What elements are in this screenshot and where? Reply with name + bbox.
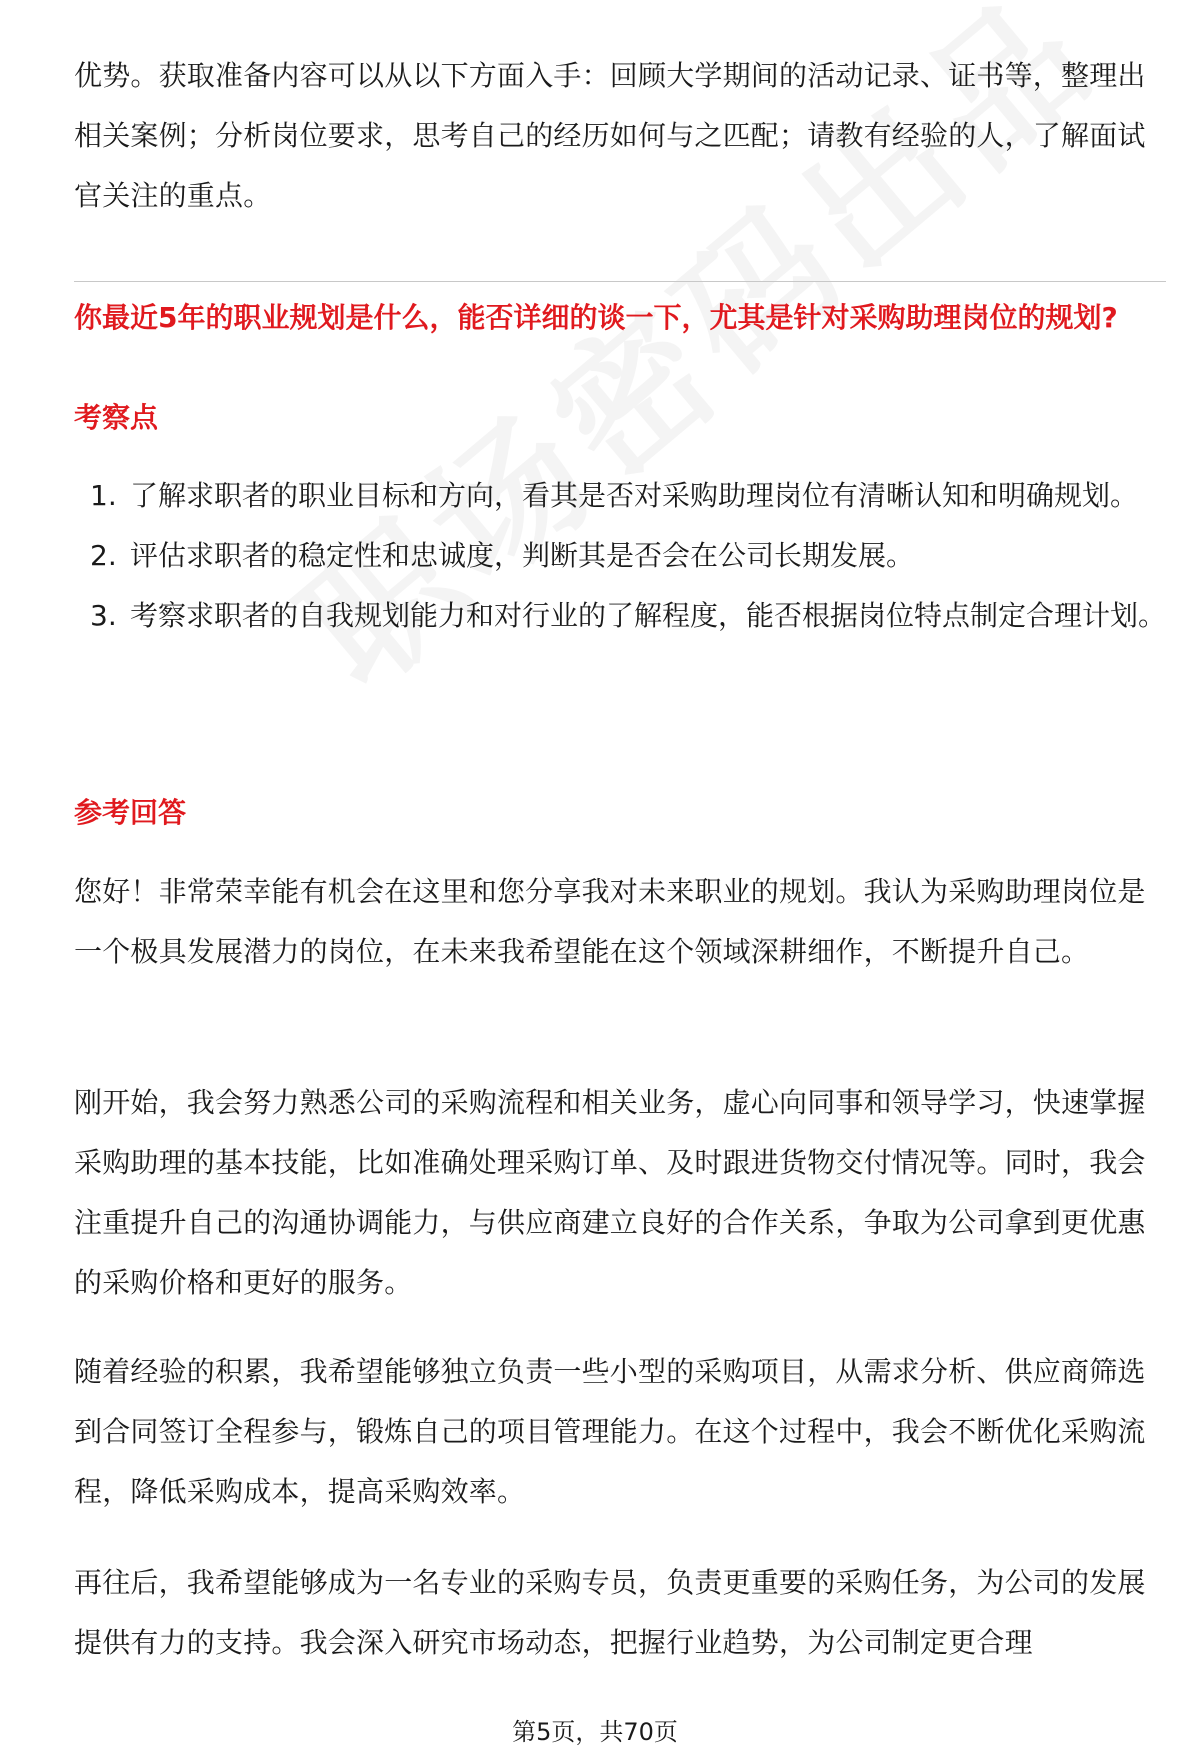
list-item (74, 526, 1166, 586)
list-item (74, 466, 1166, 526)
list-item-number: 3. (90, 599, 117, 632)
list-item (74, 586, 1166, 646)
page-number-footer: 第5页，共70页 (512, 1718, 678, 1746)
question-heading: 你最近5年的职业规划是什么，能否详细的谈一下，尤其是针对采购助理岗位的规划? (74, 301, 1118, 334)
section-divider (74, 281, 1166, 282)
list-item-text: 评估求职者的稳定性和忠诚度，判断其是否会在公司长期发展。 (130, 539, 915, 572)
list-item-text: 考察求职者的自我规划能力和对行业的了解程度，能否根据岗位特点制定合理计划。 (130, 599, 1167, 632)
answer-paragraph: 刚开始，我会努力熟悉公司的采购流程和相关业务，虚心向同事和领导学习，快速掌握采购助理的基本技能，比如准确处理采购订单、及时跟进货物交付情况等。同时，我会注重提升自己的沟通协调能力，与供应商建立良好的合作关系，争取为公司拿到更优惠的采购价格和更好的服务。 (74, 1086, 1146, 1299)
list-item-number: 2. (90, 539, 117, 572)
answer-paragraph: 随着经验的积累，我希望能够独立负责一些小型的采购项目，从需求分析、供应商筛选到合同签订全程参与，锻炼自己的项目管理能力。在这个过程中，我会不断优化采购流程，降低采购成本，提高采购效率。 (74, 1355, 1146, 1508)
answer-section-title: 参考回答 (74, 796, 187, 829)
list-item-number: 1. (90, 479, 117, 512)
intro-paragraph: 优势。获取准备内容可以从以下方面入手：回顾大学期间的活动记录、证书等，整理出相关案例；分析岗位要求，思考自己的经历如何与之匹配；请教有经验的人，了解面试官关注的重点。 (74, 59, 1146, 212)
list-item-text: 了解求职者的职业目标和方向，看其是否对采购助理岗位有清晰认知和明确规划。 (130, 479, 1139, 512)
answer-paragraph: 再往后，我希望能够成为一名专业的采购专员，负责更重要的采购任务，为公司的发展提供有力的支持。我会深入研究市场动态，把握行业趋势，为公司制定更合理 (74, 1566, 1146, 1659)
answer-paragraph: 您好！非常荣幸能有机会在这里和您分享我对未来职业的规划。我认为采购助理岗位是一个极具发展潜力的岗位，在未来我希望能在这个领域深耕细作，不断提升自己。 (74, 875, 1146, 968)
points-section-title: 考察点 (74, 401, 159, 434)
points-list (74, 466, 1166, 646)
